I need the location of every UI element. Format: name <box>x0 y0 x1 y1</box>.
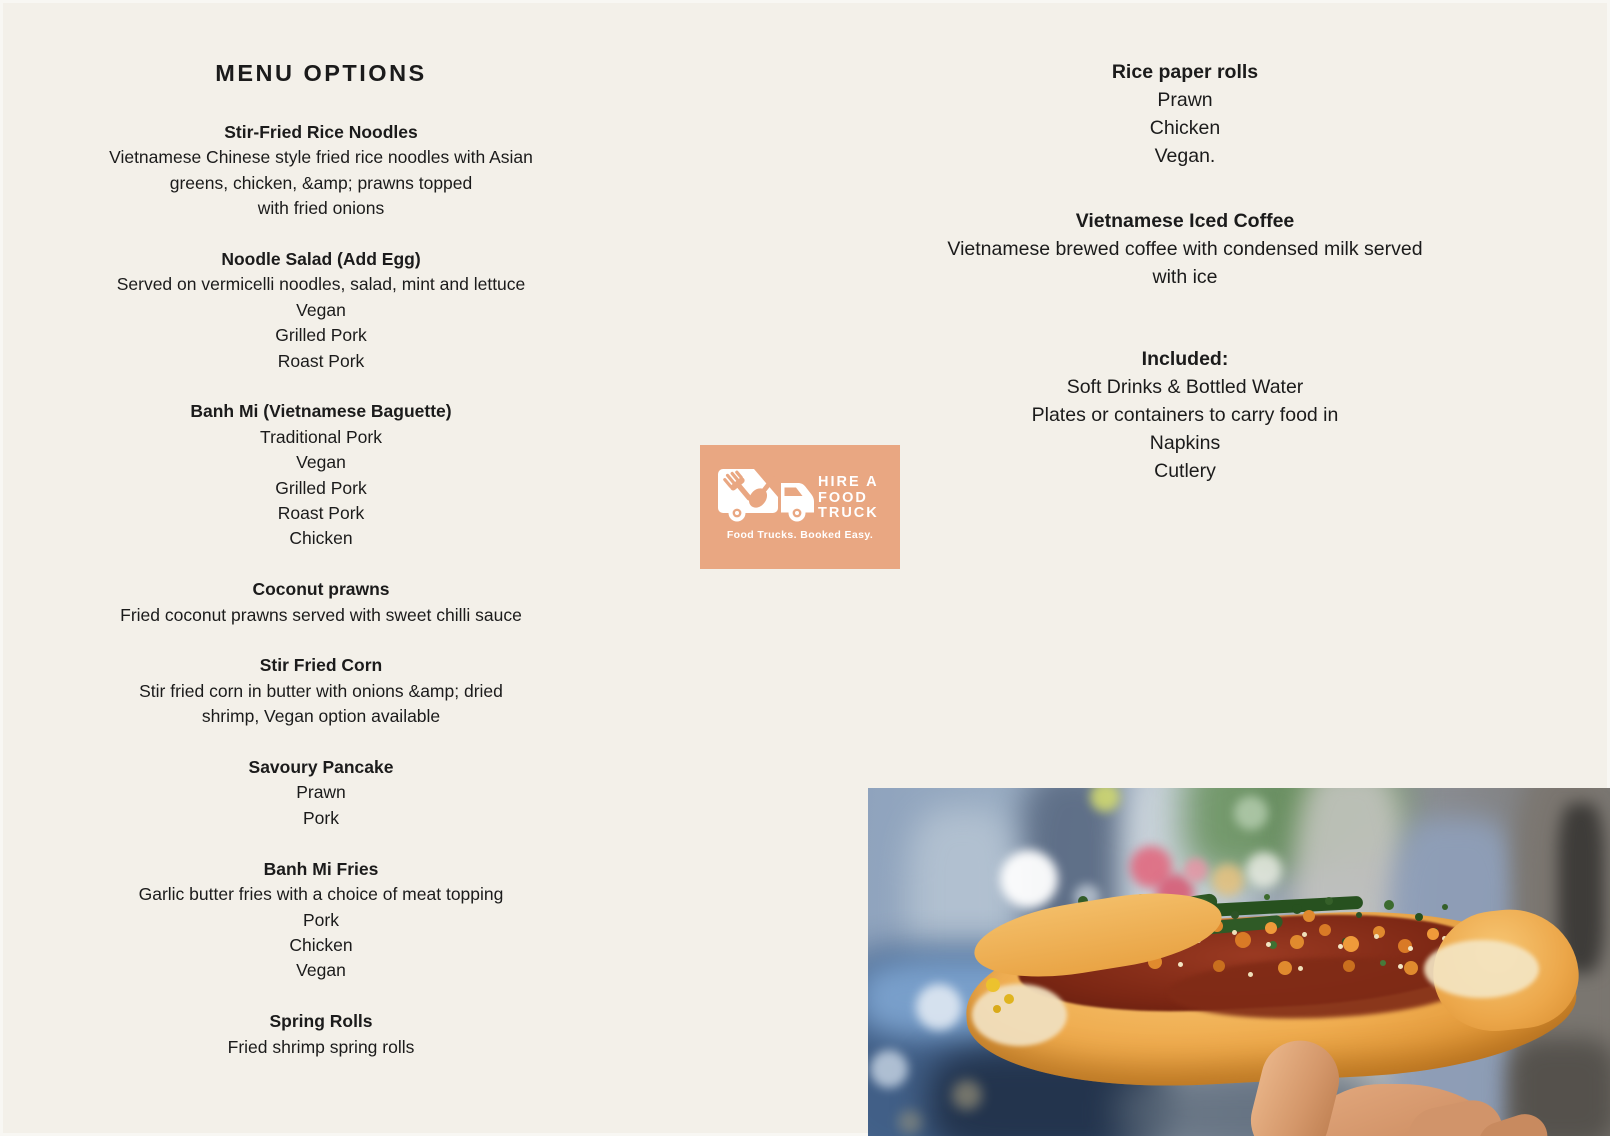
menu-item-lines <box>71 780 571 831</box>
menu-item-line: Napkins <box>1149 432 1221 454</box>
menu-item-name: Savoury Pancake <box>248 757 394 778</box>
menu-item-lines <box>71 679 571 730</box>
bokeh-light <box>1184 858 1208 882</box>
logo-title-line: HIRE A <box>818 474 879 490</box>
menu-item-name: Vietnamese Iced Coffee <box>1075 210 1295 232</box>
menu-section <box>71 577 571 628</box>
menu-item-lines <box>71 272 571 374</box>
bokeh-light <box>1234 796 1268 830</box>
menu-section <box>905 345 1465 485</box>
menu-item-line: Vegan <box>296 452 346 473</box>
bokeh-light <box>952 1080 982 1110</box>
menu-item-line: Served on vermicelli noodles, salad, mint and lettuce <box>116 274 526 295</box>
logo-tagline: Food Trucks. Booked Easy. <box>726 529 874 541</box>
menu-item-line: Chicken <box>1149 117 1221 139</box>
menu-item-line: Plates or containers to carry food in <box>1031 404 1339 426</box>
left-menu-sections <box>71 120 571 1060</box>
bokeh-light <box>1000 850 1058 908</box>
menu-item-name: Banh Mi (Vietnamese Baguette) <box>190 401 452 422</box>
menu-item-name: Banh Mi Fries <box>263 858 379 879</box>
menu-item-name: Spring Rolls <box>269 1011 373 1032</box>
menu-item-line: Traditional Pork <box>260 426 382 447</box>
menu-item-lines <box>905 86 1465 170</box>
menu-section <box>71 1009 571 1060</box>
corn-pickle-bits <box>986 978 1000 992</box>
food-truck-icon <box>718 461 818 525</box>
menu-item-lines <box>71 425 571 552</box>
bokeh-light <box>1212 864 1244 896</box>
menu-item-name: Rice paper rolls <box>1111 61 1259 83</box>
menu-section <box>71 399 571 551</box>
menu-item-name: Stir Fried Corn <box>259 655 383 676</box>
bokeh-light <box>916 984 962 1030</box>
left-column <box>71 60 571 1085</box>
menu-item-line: with fried onions <box>257 198 385 219</box>
menu-item-line: Garlic butter fries with a choice of meat topping <box>138 884 504 905</box>
menu-item-line: greens, chicken, &amp; prawns topped <box>169 172 473 193</box>
menu-item-line: Cutlery <box>1154 460 1216 482</box>
menu-item-lines <box>905 235 1465 291</box>
menu-item-line: Prawn <box>1157 89 1213 111</box>
menu-item-line: Chicken <box>289 934 353 955</box>
menu-item-line: Vietnamese brewed coffee with condensed milk served <box>947 238 1423 260</box>
menu-item-line: Vietnamese Chinese style fried rice noodles with Asian <box>109 147 533 168</box>
menu-item-line: Vegan <box>296 960 346 981</box>
banh-mi-photo <box>868 788 1610 1136</box>
menu-item-name: Coconut prawns <box>252 579 390 600</box>
brand-logo <box>700 445 900 569</box>
menu-item-line: Grilled Pork <box>275 325 367 346</box>
menu-item-line: shrimp, Vegan option available <box>201 706 441 727</box>
menu-item-line: Chicken <box>289 528 353 549</box>
menu-section <box>905 207 1465 291</box>
menu-item-lines <box>905 373 1465 485</box>
page-title: MENU OPTIONS <box>215 60 427 86</box>
menu-item-name: Stir-Fried Rice Noodles <box>224 122 418 142</box>
menu-item-line: Grilled Pork <box>275 477 367 498</box>
bokeh-light <box>898 1110 922 1134</box>
right-column <box>905 58 1465 522</box>
menu-section <box>71 247 571 374</box>
menu-section <box>71 653 571 729</box>
menu-item-line: with ice <box>1152 266 1218 288</box>
menu-item-line: Soft Drinks & Bottled Water <box>1066 376 1304 398</box>
menu-item-line: Fried coconut prawns served with sweet chilli sauce <box>120 604 522 625</box>
menu-item-line: Vegan. <box>1154 145 1216 167</box>
menu-item-line: Pork <box>303 909 339 930</box>
menu-item-name: Included: <box>1141 348 1229 370</box>
logo-title <box>818 475 879 522</box>
menu-item-lines <box>71 1035 571 1060</box>
torn-bread-highlight <box>972 984 1067 1046</box>
menu-item-line: Prawn <box>296 782 346 803</box>
menu-section <box>71 120 571 222</box>
bokeh-light <box>1246 852 1282 888</box>
menu-item-line: Roast Pork <box>277 350 365 371</box>
menu-item-line: Stir fried corn in butter with onions &amp; dried <box>139 680 503 701</box>
menu-item-lines <box>71 603 571 628</box>
menu-section <box>71 857 571 984</box>
logo-title-line: TRUCK <box>818 505 879 521</box>
menu-item-line: Roast Pork <box>277 503 365 524</box>
bokeh-light <box>870 1050 908 1088</box>
menu-item-line: Fried shrimp spring rolls <box>227 1036 415 1057</box>
menu-item-lines <box>71 145 571 221</box>
menu-item-line: Pork <box>303 807 339 828</box>
torn-bread-highlight <box>1424 940 1539 998</box>
menu-section <box>905 58 1465 170</box>
menu-item-lines <box>71 882 571 984</box>
menu-section <box>71 755 571 831</box>
logo-title-line: FOOD <box>818 489 868 506</box>
menu-item-name: Noodle Salad (Add Egg) <box>221 249 421 270</box>
menu-item-line: Vegan <box>296 299 346 320</box>
